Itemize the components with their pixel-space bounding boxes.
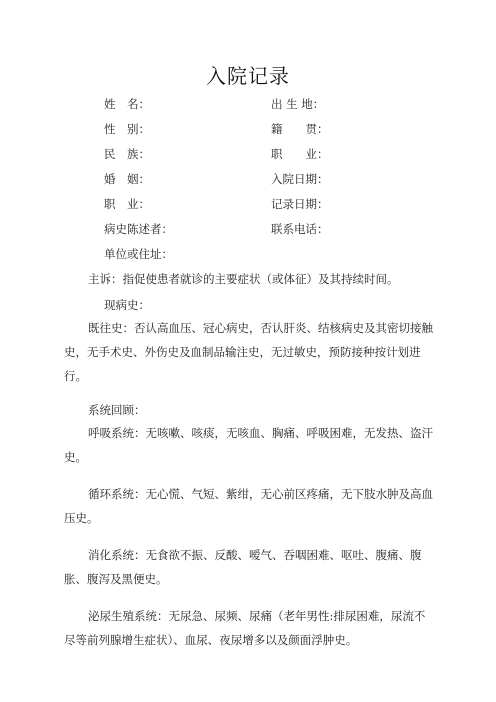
field-occupation-right-label: 职 业： <box>271 147 329 161</box>
field-informant-label: 病史陈述者： <box>104 222 173 236</box>
page-title: 入院记录 <box>206 64 290 88</box>
urogenital-paragraph: 泌尿生殖系统：无尿急、尿频、尿痛（老年男性:排尿困难，尿流不尽等前列腺增生症状）、血尿、夜尿增多以及颜面浮肿史。 <box>64 609 426 647</box>
circulatory-paragraph: 循环系统：无心慌、气短、紫绀，无心前区疼痛，无下肢水肿及高血压史。 <box>64 487 433 525</box>
present-illness-heading: 现病史： <box>104 298 150 312</box>
field-phone-label: 联系电话： <box>271 222 329 236</box>
field-ethnicity-label: 民 族： <box>104 147 150 161</box>
chief-complaint: 主诉：指促使患者就诊的主要症状（或体征）及其持续时间。 <box>88 272 399 286</box>
past-history-paragraph: 既往史：否认高血压、冠心病史，否认肝炎、结核病史及其密切接触史，无手术史、外伤史及血制品输注史，无过敏史，预防接种按计划进行。 <box>64 321 433 383</box>
field-marital-label: 婚 姻： <box>104 172 150 186</box>
field-birthplace-label: 出 生 地： <box>271 97 325 111</box>
field-name-label: 姓 名： <box>104 97 150 111</box>
field-gender-label: 性 别： <box>104 122 150 136</box>
system-review-heading: 系统回顾： <box>88 403 146 417</box>
field-address-label: 单位或住址： <box>104 247 173 261</box>
field-occupation-label: 职 业： <box>104 197 150 211</box>
respiratory-paragraph: 呼吸系统：无咳嗽、咳痰，无咳血、胸痛、呼吸困难，无发热、盗汗史。 <box>64 426 433 464</box>
digestive-paragraph: 消化系统：无食欲不振、反酸、嗳气、吞咽困难、呕吐、腹痛、腹胀、腹泻及黑便史。 <box>64 548 422 586</box>
field-native-place-label: 籍 贯： <box>271 122 329 136</box>
field-record-date-label: 记录日期： <box>271 197 329 211</box>
field-admission-date-label: 入院日期： <box>271 172 329 186</box>
